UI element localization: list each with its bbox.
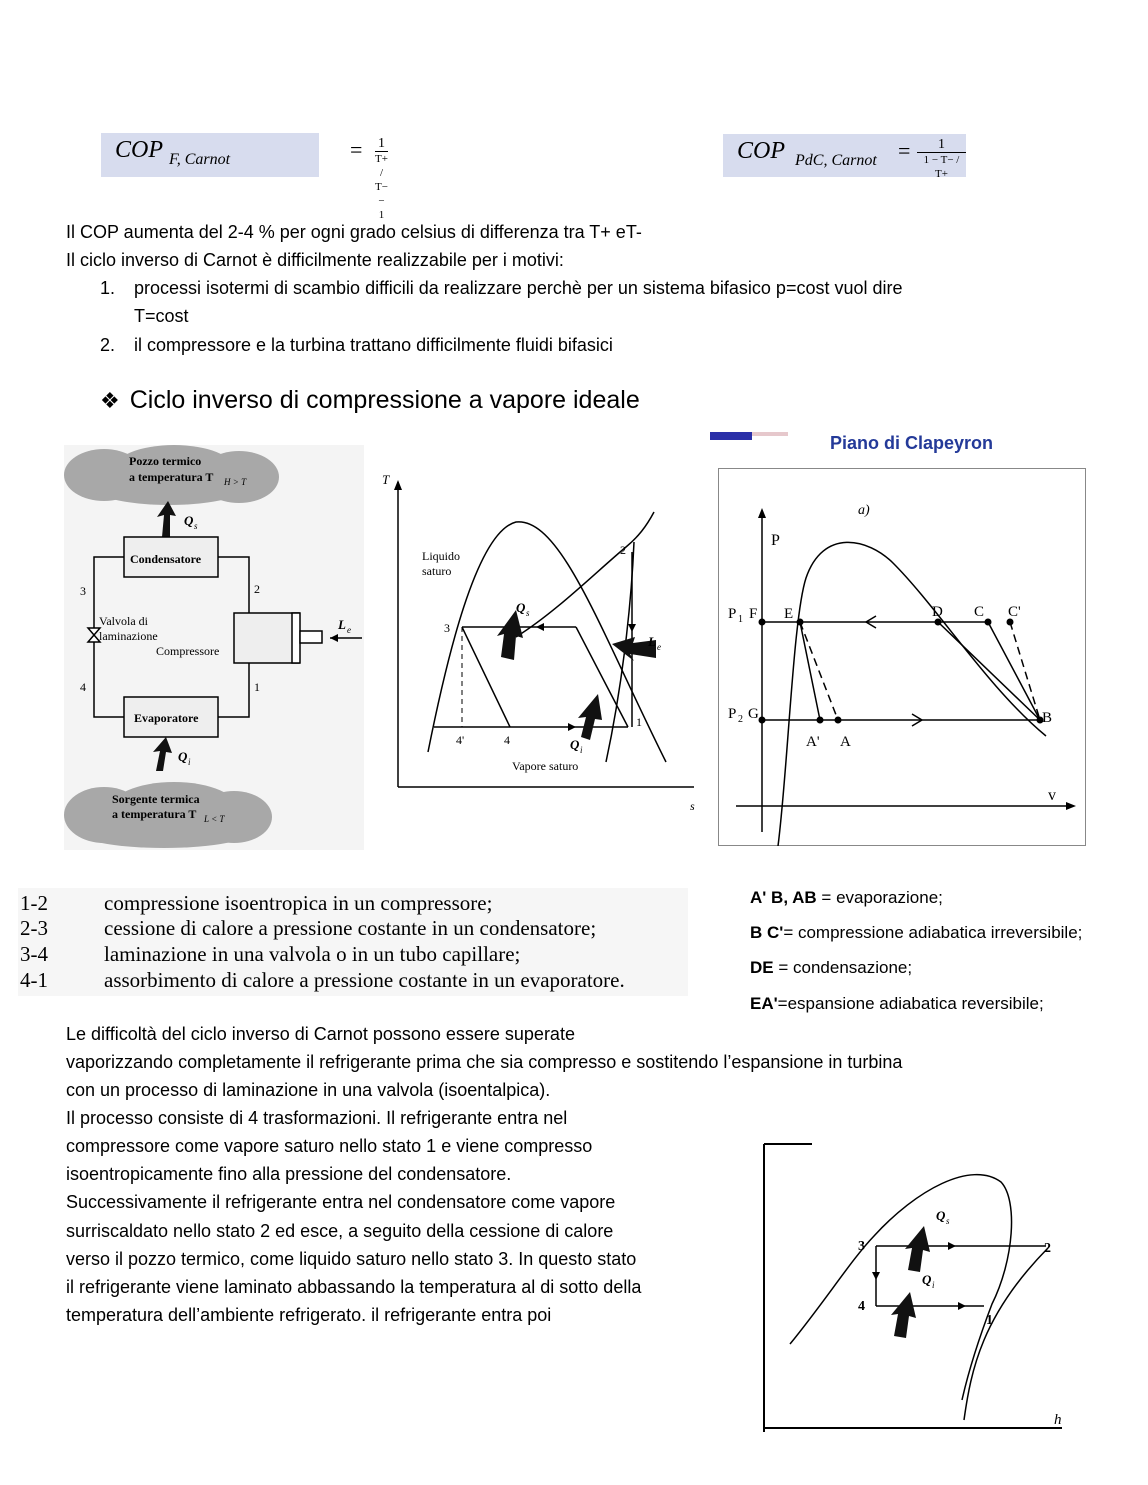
process-num-2: 2-3 (20, 916, 48, 940)
body-line-5: compressore come vapore saturo nello stato 1 e viene compresso (66, 1136, 593, 1156)
qi-subscript: i (188, 757, 191, 767)
list-item-1: processi isotermi di scambio difficili da realizzare perchè per un sistema bifasico p=cost vuol dire (134, 278, 903, 298)
body-line-4: Il processo consiste di 4 trasformazioni. Il refrigerante entra nel (66, 1108, 568, 1128)
process-text-2: cessione di calore a pressione costante in un condensatore; (104, 916, 597, 940)
point-4prime-label: 4' (456, 733, 465, 747)
formula-cop-label: COP (115, 137, 163, 163)
point-b-label: B (1042, 710, 1053, 726)
qi-label: Q (570, 737, 580, 752)
qs-label: Q (184, 513, 194, 528)
formula-fraction (375, 136, 388, 222)
le-label: L (338, 617, 346, 632)
point-2-label: 2 (620, 543, 626, 557)
p2-label: P (728, 706, 737, 722)
list-number-1: 1. (100, 278, 116, 298)
p-axis-label: P (771, 532, 780, 549)
legend-text: = compressione adiabatica irreversibile; (783, 923, 1083, 942)
ts-diagram (376, 462, 702, 834)
saturation-dome (790, 1175, 1012, 1400)
qs-label: Q (936, 1208, 946, 1223)
process-text-1: compressione isoentropica in un compressore; (104, 891, 493, 915)
qi-label: Q (178, 749, 188, 764)
h-axis-label: h (1054, 1412, 1062, 1428)
p1-label: P (728, 606, 737, 622)
condenser-label: Condensatore (130, 552, 202, 566)
qs-subscript: s (526, 608, 530, 618)
compressor-label: Compressore (156, 644, 220, 658)
formula-subscript: PdC, Carnot (795, 152, 877, 169)
qi-arrow-icon (578, 694, 602, 740)
body-line-1: Le difficoltà del ciclo inverso di Carnot possono essere superate (66, 1024, 575, 1044)
le-subscript: e (657, 642, 661, 652)
body-line-2: vaporizzando completamente il refrigerante prima che sia compresso e sostitendo l’espansione in turbina (66, 1052, 903, 1072)
sink-temp-relation: H > T (224, 477, 247, 487)
label-a: a) (858, 503, 870, 518)
node-3-label: 3 (80, 584, 86, 598)
source-label: Sorgente termica (112, 792, 200, 806)
formula-denominator: T+ / T− − 1 (375, 153, 388, 221)
section-heading-text: Ciclo inverso di compressione a vapore ideale (129, 386, 640, 414)
formula-numerator: 1 (917, 137, 966, 153)
qs-arrow-icon (497, 610, 523, 660)
point-3-label: 3 (444, 621, 450, 635)
formula-subscript: F, Carnot (169, 151, 231, 168)
process-num-3: 3-4 (20, 942, 48, 966)
qi-label: Q (922, 1272, 932, 1287)
node-1-label: 1 (254, 680, 260, 694)
qi-subscript: i (580, 745, 583, 755)
body-line-11: temperatura dell’ambiente refrigerato. il refrigerante entra poi (66, 1305, 552, 1325)
clapeyron-diagram (718, 468, 1086, 846)
le-subscript: e (347, 625, 351, 635)
legend-text: = condensazione; (773, 958, 913, 977)
point-aprime-label: A' (806, 734, 820, 750)
process-text-4: assorbimento di calore a pressione costante in un evaporatore. (104, 968, 625, 992)
point-4-label: 4 (858, 1299, 865, 1314)
valve-label-1: Valvola di (99, 614, 148, 628)
diamond-bullet-icon: ❖ (100, 388, 120, 413)
compressor-box (234, 613, 299, 663)
qs-subscript: s (946, 1216, 950, 1226)
process-num-4: 4-1 (20, 968, 48, 992)
point-1-label: 1 (636, 715, 642, 729)
liquid-label-2: saturo (422, 564, 452, 578)
point-e-label: E (784, 606, 794, 622)
vapor-label: Vapore saturo (512, 759, 579, 773)
legend-key: A' B, AB (750, 888, 817, 907)
formula-fraction (917, 137, 966, 181)
ph-diagram (756, 1140, 1088, 1438)
body-line-3: con un processo di laminazione in una valvola (isoentalpica). (66, 1080, 551, 1100)
clapeyron-legend-2 (750, 915, 1082, 951)
source-temp-relation: L < T (204, 814, 225, 824)
formula-denominator: 1 − T− / T+ (923, 154, 960, 180)
valve-label-2: laminazione (99, 629, 158, 643)
node-2-label: 2 (254, 582, 260, 596)
clapeyron-legend-1 (750, 880, 943, 916)
list-number-2: 2. (100, 335, 116, 355)
sink-temp-label: a temperatura T (129, 470, 214, 484)
formula-cop-heatpump (723, 134, 966, 180)
legend-key: EA' (750, 994, 778, 1013)
list-item-1-cont: T=cost (134, 306, 189, 326)
sink-label: Pozzo termico (129, 454, 202, 468)
legend-key: B C' (750, 923, 784, 942)
point-cprime-label: C' (1008, 604, 1021, 620)
body-line-7: Successivamente il refrigerante entra nel condensatore come vapore (66, 1192, 616, 1212)
clapeyron-title-bar (710, 432, 788, 440)
qi-arrow-icon (891, 1292, 916, 1338)
node-4-label: 4 (80, 680, 86, 694)
intro-line-1: Il COP aumenta del 2-4 % per ogni grado celsius di differenza tra T+ eT- (66, 222, 642, 242)
clapeyron-title: Piano di Clapeyron (830, 433, 994, 453)
legend-text: =espansione adiabatica reversibile; (777, 994, 1044, 1013)
evaporator-label: Evaporatore (134, 711, 199, 725)
point-3-label: 3 (858, 1239, 865, 1254)
formula-numerator: 1 (375, 136, 388, 152)
p2-subscript: 2 (738, 714, 743, 725)
s-axis-label: s (690, 799, 695, 813)
point-1-label: 1 (986, 1313, 993, 1328)
liquid-label-1: Liquido (422, 549, 460, 563)
t-axis-label: T (382, 472, 390, 487)
qi-subscript: i (932, 1280, 935, 1290)
point-g-label: G (748, 706, 759, 722)
intro-line-2: Il ciclo inverso di Carnot è difficilmente realizzabile per i motivi: (66, 250, 564, 270)
source-temp-label: a temperatura T (112, 807, 197, 821)
point-d-label: D (932, 604, 943, 620)
point-2-label: 2 (1044, 1241, 1051, 1256)
le-label: L (648, 634, 656, 649)
body-line-8: surriscaldato nello stato 2 ed esce, a seguito della cessione di calore (66, 1221, 614, 1241)
list-item-2: il compressore e la turbina trattano difficilmente fluidi bifasici (134, 335, 613, 355)
formula-equals: = (898, 138, 911, 163)
qs-arrow-icon (905, 1226, 930, 1272)
point-f-label: F (749, 606, 758, 622)
body-line-9: verso il pozzo termico, come liquido saturo nello stato 3. In questo stato (66, 1249, 637, 1269)
formula-equals: = (350, 137, 363, 162)
v-axis-label: v (1048, 787, 1056, 804)
process-num-1: 1-2 (20, 891, 48, 915)
refrigeration-cycle-schematic (64, 445, 364, 850)
clapeyron-legend-4 (750, 986, 1044, 1022)
body-line-6: isoentropicamente fino alla pressione del condensatore. (66, 1164, 512, 1184)
point-4-label: 4 (504, 733, 510, 747)
formula-cop-refrigerator (101, 133, 388, 221)
section-heading (100, 386, 640, 415)
formula-cop-label: COP (737, 138, 785, 164)
process-text-3: laminazione in una valvola o in un tubo capillare; (104, 942, 521, 966)
body-line-10: il refrigerante viene laminato abbassando la temperatura al di sotto della (66, 1277, 642, 1297)
legend-key: DE (750, 958, 774, 977)
qs-label: Q (516, 600, 526, 615)
legend-text: = evaporazione; (816, 888, 943, 907)
clapeyron-legend-3 (750, 950, 912, 986)
qs-subscript: s (194, 521, 198, 531)
p1-subscript: 1 (738, 614, 743, 625)
point-a-label: A (840, 734, 851, 750)
point-c-label: C (974, 604, 985, 620)
